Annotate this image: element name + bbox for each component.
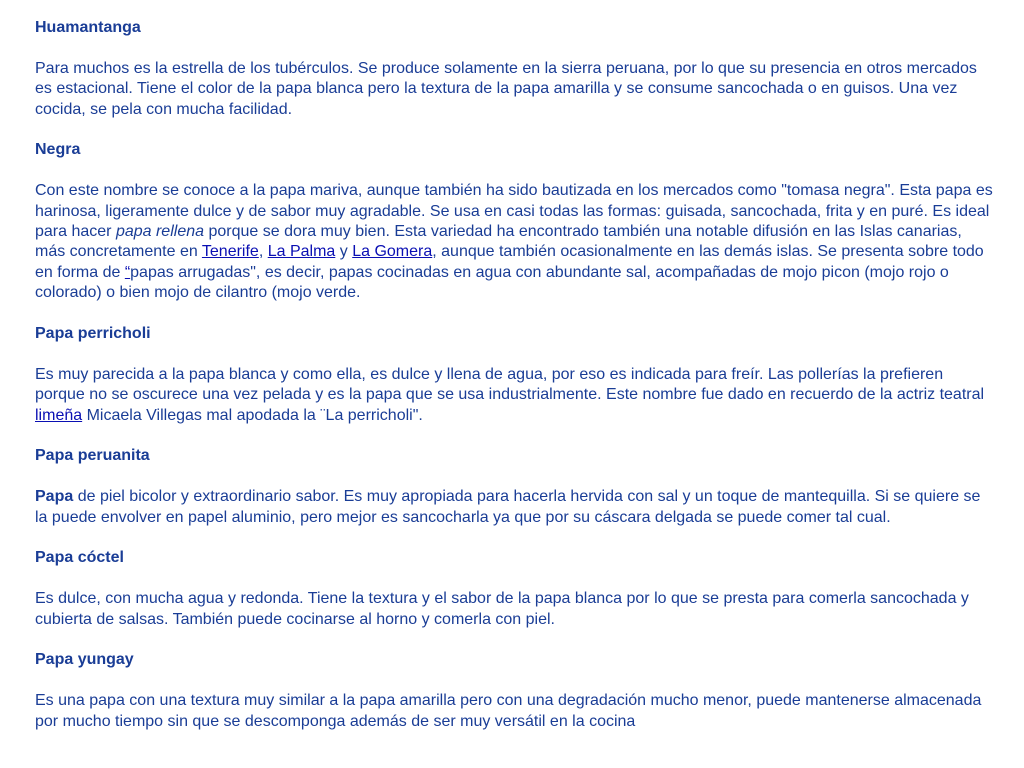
text-run: de piel bicolor y extraordinario sabor. Es muy apropiada para hacerla hervida con sal y un toque de mantequilla. Si se quiere se la puede envolver en papel aluminio, pero mejor es sancocharla ya que por su cáscara delgada se puede comer tal cual.: [35, 488, 981, 526]
text-run: Micaela Villegas mal apodada la ¨La perricholi".: [82, 406, 423, 424]
spacer: [35, 161, 995, 181]
spacer: [35, 671, 995, 691]
section-heading-negra: Negra: [35, 141, 81, 159]
text-run: Es muy parecida a la papa blanca y como ella, es dulce y llena de agua, por eso es indicada para freír. Las pollerías la prefieren porque no se oscurece una vez pelada y es la papa que se usa industrialmente. Este nombre fue dado en recuerdo de la actriz teatral: [35, 365, 985, 404]
section-heading-papa-yungay: Papa yungay: [35, 651, 134, 669]
section-paragraph-papa-coctel: Es dulce, con mucha agua y redonda. Tiene la textura y el sabor de la papa blanca por lo que se presta para comerla sancochada y cubierta de salsas. También puede cocinarse al horno y comerla con piel.: [35, 590, 969, 628]
bold-text-papa: Papa: [35, 488, 74, 506]
section-paragraph-huamantanga: Para muchos es la estrella de los tubérculos. Se produce solamente en la sierra peruana, por lo que su presencia en otros mercados es estacional. Tiene el color de la papa blanca pero la textura de la papa amarilla y se consume sancochada o en guisos. Una vez cocida, se pela con mucha facilidad.: [35, 59, 977, 118]
spacer: [35, 38, 995, 58]
link-la-palma[interactable]: La Palma: [267, 243, 336, 261]
text-run: Con este nombre se conoce a la papa mariva, aunque también ha sido bautizada en los mercados como "tomasa negra". Esta papa es harinosa, ligeramente dulce y de sabor muy agradable. Se usa en casi todas las formas: guisada, sancochada, frita y en puré. Es ideal para hacer: [35, 182, 993, 241]
text-run: , aunque también ocasionalmente en las demás islas. Se presenta sobre todo en forma de: [35, 243, 984, 281]
italic-text-papa-rellena: papa rellena: [115, 223, 205, 241]
spacer: [35, 304, 995, 324]
section-heading-huamantanga: Huamantanga: [35, 19, 141, 36]
spacer: [35, 467, 995, 487]
spacer: [35, 344, 995, 364]
text-run: papas arrugadas", es decir, papas cocinadas en agua con abundante sal, acompañadas de mojo picon (mojo rojo o colorado) o bien mojo de cilantro (mojo verde.: [35, 263, 949, 302]
section-heading-papa-perricholi: Papa perricholi: [35, 325, 151, 343]
section-paragraph-negra: [35, 181, 995, 303]
link-tenerife[interactable]: Tenerife: [201, 243, 259, 261]
link-la-gomera[interactable]: La Gomera: [352, 243, 433, 261]
spacer: [35, 569, 995, 589]
spacer: [35, 426, 995, 446]
spacer: [35, 630, 995, 650]
text-run: y: [335, 243, 353, 261]
document-body: [35, 18, 995, 732]
spacer: [35, 120, 995, 140]
link-papas-arrugadas[interactable]: “: [124, 263, 131, 281]
spacer: [35, 528, 995, 548]
section-heading-papa-peruanita: Papa peruanita: [35, 447, 150, 465]
section-paragraph-papa-perricholi: [35, 365, 995, 426]
section-paragraph-papa-peruanita: [35, 487, 995, 528]
link-limena[interactable]: limeña: [35, 406, 83, 424]
section-paragraph-papa-yungay: Es una papa con una textura muy similar a la papa amarilla pero con una degradación mucho menor, puede mantenerse almacenada por mucho tiempo sin que se descomponga además de ser muy versátil en la cocina: [35, 692, 982, 730]
text-run: ,: [258, 243, 268, 261]
section-heading-papa-coctel: Papa cóctel: [35, 549, 124, 567]
text-run: porque se dora muy bien. Esta variedad ha encontrado también una notable difusión en las Islas canarias, más concretamente en: [35, 223, 962, 261]
